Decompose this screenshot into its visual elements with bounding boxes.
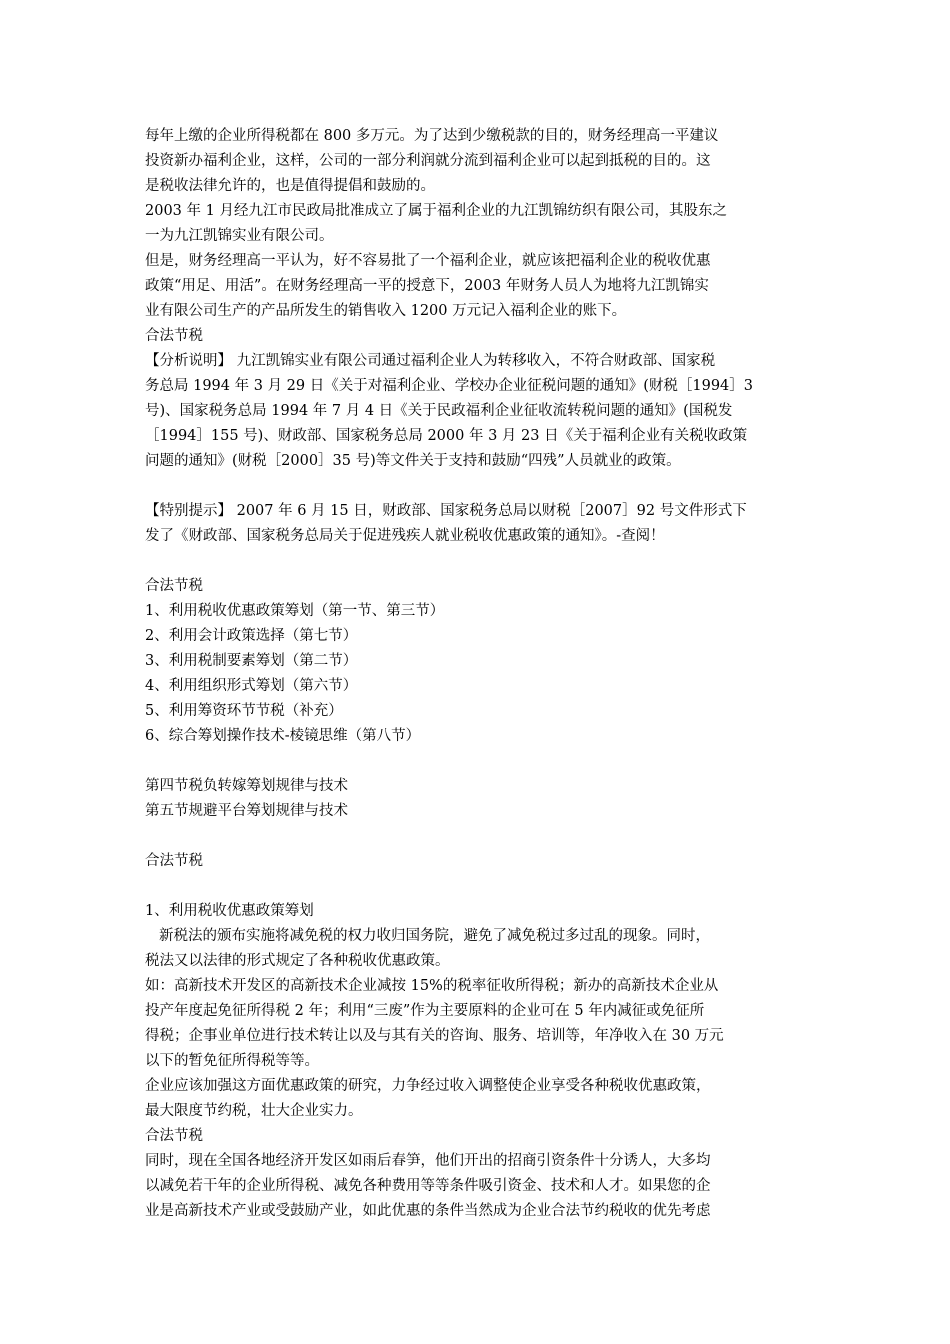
blank-line <box>145 824 810 849</box>
text-line: 4、利用组织形式筹划（第六节） <box>145 678 358 694</box>
text-line: 但是，财务经理高一平认为，好不容易批了一个福利企业，就应该把福利企业的税收优惠 <box>145 253 711 269</box>
text-line: 合法节税 <box>145 578 203 594</box>
text-line: 问题的通知》(财税［2000］35 号)等文件关于支持和鼓励“四残”人员就业的政策。 <box>145 453 681 469</box>
text-line: 投资新办福利企业，这样，公司的一部分利润就分流到福利企业可以起到抵税的目的。这 <box>145 153 711 169</box>
text-line: 合法节税 <box>145 328 203 344</box>
text-line: 业有限公司生产的产品所发生的销售收入 1200 万元记入福利企业的账下。 <box>145 303 627 319</box>
text-line: 1、利用税收优惠政策筹划 <box>145 903 314 919</box>
text-line: 每年上缴的企业所得税都在 800 多万元。为了达到少缴税款的目的，财务经理高一平建议 <box>145 128 719 144</box>
text-line: 同时，现在全国各地经济开发区如雨后春笋，他们开出的招商引资条件十分诱人，大多均 <box>145 1153 711 1169</box>
text-line: 以下的暂免征所得税等等。 <box>145 1053 319 1069</box>
text-line: 税法又以法律的形式规定了各种税收优惠政策。 <box>145 953 450 969</box>
text-line: 2003 年 1 月经九江市民政局批准成立了属于福利企业的九江凯锦纺织有限公司，其股东之 <box>145 203 727 219</box>
text-line: 以减免若干年的企业所得税、减免各种费用等等条件吸引资金、技术和人才。如果您的企 <box>145 1178 711 1194</box>
text-line: 6、综合筹划操作技术-棱镜思维（第八节） <box>145 728 421 744</box>
text-line: 政策“用足、用活”。在财务经理高一平的授意下，2003 年财务人员人为地将九江凯锦实 <box>145 278 709 294</box>
text-line: 第四节税负转嫁筹划规律与技术 <box>145 778 348 794</box>
blank-line <box>145 749 810 774</box>
text-line: 合法节税 <box>145 1128 203 1144</box>
text-line: 第五节规避平台筹划规律与技术 <box>145 803 348 819</box>
blank-line <box>145 474 810 499</box>
text-line: 投产年度起免征所得税 2 年；利用“三废”作为主要原料的企业可在 5 年内减征或免征所 <box>145 1003 705 1019</box>
text-line: 合法节税 <box>145 853 203 869</box>
text-line: 【分析说明】 九江凯锦实业有限公司通过福利企业人为转移收入，不符合财政部、国家税 <box>145 353 716 369</box>
text-line: 2、利用会计政策选择（第七节） <box>145 628 358 644</box>
text-line: ［1994］155 号)、财政部、国家税务总局 2000 年 3 月 23 日《关于福利企业有关税收政策 <box>145 428 748 444</box>
blank-line <box>145 549 810 574</box>
text-line: 是税收法律允许的，也是值得提倡和鼓励的。 <box>145 178 435 194</box>
text-line: 号)、国家税务总局 1994 年 7 月 4 日《关于民政福利企业征收流转税问题的通知》(国税发 <box>145 403 733 419</box>
text-line: 【特别提示】 2007 年 6 月 15 日，财政部、国家税务总局以财税［2007］92 号文件形式下 <box>145 503 747 519</box>
text-line: 得税；企事业单位进行技术转让以及与其有关的咨询、服务、培训等，年净收入在 30 万元 <box>145 1028 724 1044</box>
text-line: 一为九江凯锦实业有限公司。 <box>145 228 334 244</box>
text-line: 如：高新技术开发区的高新技术企业减按 15%的税率征收所得税；新办的高新技术企业从 <box>145 978 719 994</box>
text-line: 发了《财政部、国家税务总局关于促进残疾人就业税收优惠政策的通知》。-查阅！ <box>145 528 665 544</box>
text-line: 5、利用筹资环节节税（补充） <box>145 703 343 719</box>
blank-line <box>145 874 810 899</box>
text-line: 3、利用税制要素筹划（第二节） <box>145 653 358 669</box>
text-line: 务总局 1994 年 3 月 29 日《关于对福利企业、学校办企业征税问题的通知》(财税［1994］3 <box>145 378 754 394</box>
text-line: 新税法的颁布实施将减免税的权力收归国务院，避免了减免税过多过乱的现象。同时， <box>159 928 710 944</box>
text-line: 业是高新技术产业或受鼓励产业，如此优惠的条件当然成为企业合法节约税收的优先考虑 <box>145 1203 711 1219</box>
text-line: 1、利用税收优惠政策筹划（第一节、第三节） <box>145 603 445 619</box>
text-line: 最大限度节约税，壮大企业实力。 <box>145 1103 363 1119</box>
text-line: 企业应该加强这方面优惠政策的研究，力争经过收入调整使企业享受各种税收优惠政策， <box>145 1078 711 1094</box>
